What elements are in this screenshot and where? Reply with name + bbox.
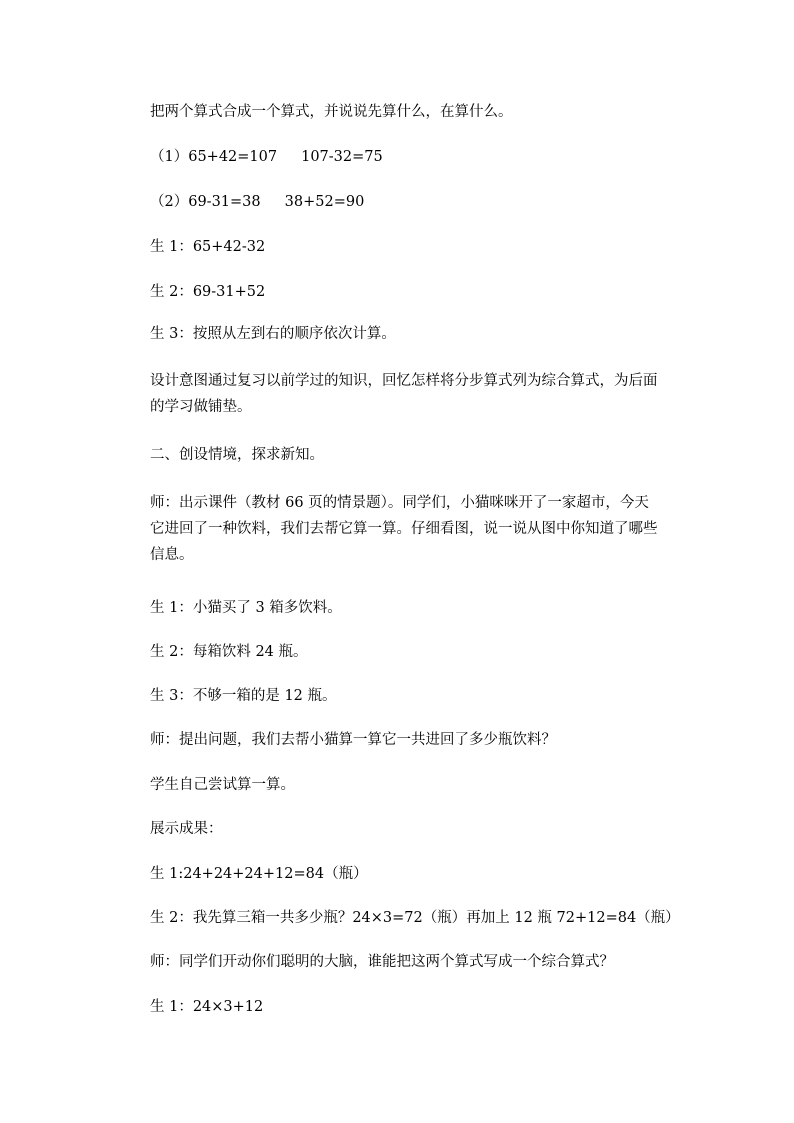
student-1-combined-expression: 生 1：24×3+12 — [150, 999, 264, 1015]
exercise-1 — [150, 149, 660, 165]
teacher-combine-question: 师：同学们开动你们聪明的大脑，谁能把这两个算式写成一个综合算式？ — [150, 954, 614, 970]
section-heading: 二、创设情境，探求新知。 — [150, 447, 324, 463]
student-2-solution: 生 2：我先算三箱一共多少瓶？24×3=72（瓶）再加上 12 瓶 72+12=84（瓶） — [150, 910, 680, 926]
exercise-1-step-1: （1）65+42=107 — [150, 149, 278, 165]
task-instruction: 把两个算式合成一个算式，并说说先算什么，在算什么。 — [150, 104, 513, 120]
student-1-solution: 生 1:24+24+24+12=84（瓶） — [150, 866, 368, 882]
results-heading: 展示成果： — [150, 821, 223, 837]
student-1-info: 生 1：小猫买了 3 箱多饮料。 — [150, 600, 342, 616]
exercise-2 — [150, 194, 660, 210]
exercise-2-step-1: （2）69-31=38 — [150, 194, 261, 210]
design-intent-paragraph: 设计意图通过复习以前学过的知识，回忆怎样将分步算式列为综合算式，为后面的学习做铺垫。 — [150, 373, 658, 415]
student-3-answer: 生 3：按照从左到右的顺序依次计算。 — [150, 326, 396, 342]
student-attempt-note: 学生自己尝试算一算。 — [150, 777, 295, 793]
exercise-1-step-2: 107-32=75 — [301, 149, 383, 165]
teacher-prompt-paragraph: 师：出示课件（教材 66 页的情景题）。同学们，小猫咪咪开了一家超市，今天它进回了一种饮料，我们去帮它算一算。仔细看图，说一说从图中你知道了哪些信息。 — [150, 495, 658, 563]
student-3-info: 生 3：不够一箱的是 12 瓶。 — [150, 688, 337, 704]
exercise-2-step-2: 38+52=90 — [284, 194, 365, 210]
teacher-question: 师：提出问题，我们去帮小猫算一算它一共进回了多少瓶饮料？ — [150, 732, 556, 748]
student-2-answer: 生 2：69-31+52 — [150, 284, 266, 300]
student-1-answer: 生 1：65+42-32 — [150, 239, 266, 255]
student-2-info: 生 2：每箱饮料 24 瓶。 — [150, 644, 308, 660]
